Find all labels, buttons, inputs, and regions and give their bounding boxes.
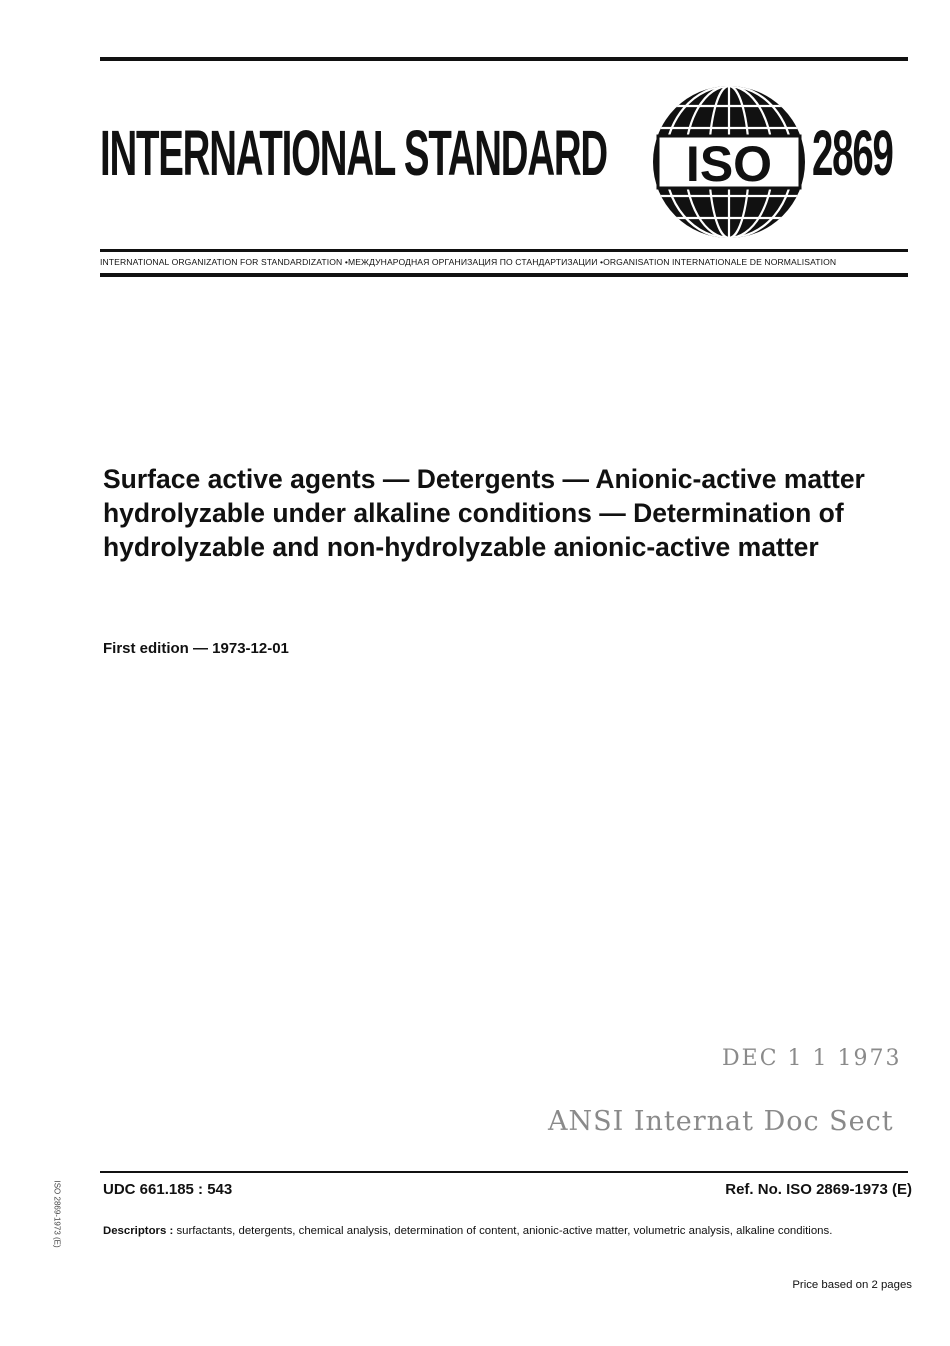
udc-number: UDC 661.185 : 543: [103, 1181, 233, 1198]
top-rule: [100, 57, 908, 61]
logo-lettering: ISO: [685, 136, 773, 192]
organization-line: INTERNATIONAL ORGANIZATION FOR STANDARDIZATION •МЕЖДУНАРОДНАЯ ОРГАНИЗАЦИЯ ПО СТАНДАРТИЗАЦИИ •ORGANISATION INTERNATIONALE DE NORMALISATION: [100, 257, 837, 267]
descriptors-label: Descriptors :: [103, 1225, 174, 1237]
reference-number: Ref. No. ISO 2869-1973 (E): [725, 1181, 912, 1198]
price-note: Price based on 2 pages: [792, 1279, 912, 1291]
org-rule-top: [100, 249, 908, 252]
side-code-text: ISO 2869-1973 (E): [52, 1180, 62, 1248]
title-line: Surface active agents — Detergents — Anionic-active matter: [103, 464, 865, 494]
title-line: hydrolyzable under alkaline conditions — Determination of: [103, 498, 844, 528]
descriptors: [103, 1224, 913, 1238]
standard-number: 2869: [812, 117, 893, 189]
descriptors-text: surfactants, detergents, chemical analysis, determination of content, anionic-active matter, volumetric analysis, alkaline conditions.: [176, 1225, 833, 1237]
document-heading: INTERNATIONAL STANDARD: [100, 117, 607, 189]
title-line: hydrolyzable and non-hydrolyzable anionic-active matter: [103, 532, 819, 562]
edition-date: First edition — 1973-12-01: [103, 640, 289, 657]
footer-rule: [100, 1171, 908, 1173]
side-code: [47, 1180, 62, 1293]
received-date-stamp: DEC 1 1 1973: [722, 1046, 902, 1071]
iso-logo-icon: [648, 82, 810, 242]
ansi-stamp: ANSI Internat Doc Sect: [548, 1106, 894, 1137]
document-title: [103, 462, 903, 564]
org-rule-bottom: [100, 273, 908, 277]
